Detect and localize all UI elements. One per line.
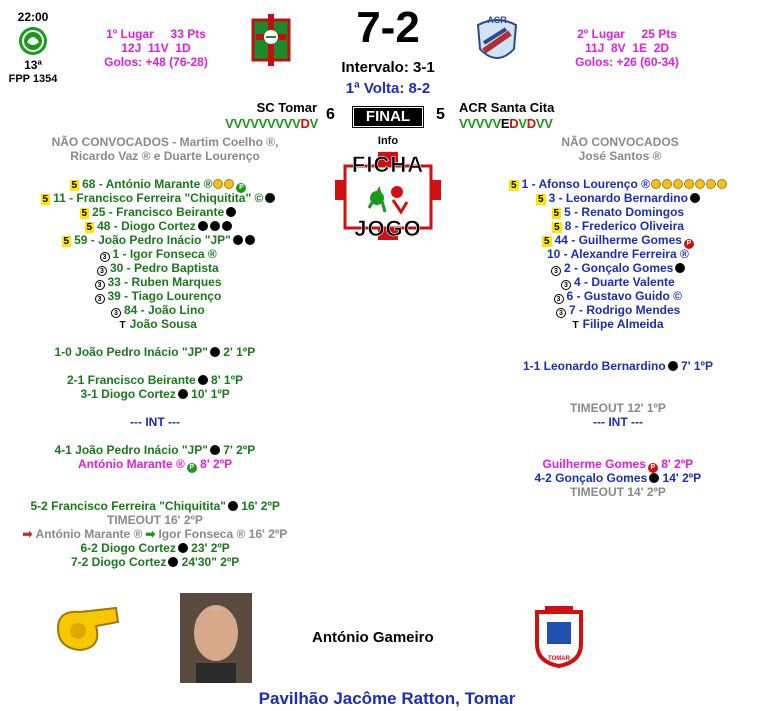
away-form-result: V bbox=[475, 116, 485, 131]
event-text: 5-2 Francisco Ferreira "Chiquitita" bbox=[30, 499, 226, 513]
away-form-result: V bbox=[518, 116, 527, 131]
sub-out-icon: ➡ bbox=[22, 527, 33, 541]
foul-card-icon: P bbox=[648, 463, 658, 473]
home-event-timeout bbox=[107, 513, 203, 527]
home-player-row[interactable] bbox=[85, 219, 232, 233]
yellow-dot-icon bbox=[717, 179, 727, 189]
away-player-row[interactable] bbox=[547, 247, 689, 261]
home-player-name: 33 - Ruben Marques bbox=[107, 275, 222, 289]
home-standing-line1: 1º Lugar 33 Pts bbox=[106, 27, 206, 41]
away-not-called-names: José Santos ® bbox=[578, 149, 662, 163]
home-event-goal bbox=[55, 345, 256, 359]
city-crest bbox=[533, 604, 585, 668]
home-form-result: V bbox=[225, 116, 234, 131]
home-player-row[interactable] bbox=[80, 205, 237, 219]
goal-ball-icon bbox=[226, 207, 236, 217]
home-player-row[interactable] bbox=[95, 275, 222, 290]
event-time: 2' 1ºP bbox=[219, 345, 256, 359]
home-player-row[interactable] bbox=[100, 247, 217, 262]
home-form-result: V bbox=[250, 116, 259, 131]
home-not-called-title: NÃO CONVOCADOS - Martim Coelho ®, bbox=[51, 135, 279, 149]
home-standing-line2: 12J 11V 1D bbox=[121, 41, 191, 55]
away-event-timeout bbox=[570, 401, 666, 415]
away-player-row[interactable] bbox=[552, 205, 685, 219]
away-player-name: 10 - Alexandre Ferreira ® bbox=[547, 247, 689, 261]
starter-badge: 5 bbox=[42, 194, 49, 205]
home-event-goal bbox=[81, 541, 230, 555]
home-team-crest[interactable] bbox=[250, 12, 292, 68]
starter-badge: 5 bbox=[86, 222, 93, 233]
substitute-icon: 3 bbox=[95, 280, 105, 290]
event-time: 16' 2ºP bbox=[237, 499, 280, 513]
event-time: 8' 2ºP bbox=[657, 457, 694, 471]
substitute-icon: 3 bbox=[97, 266, 107, 276]
away-form-result: V bbox=[492, 116, 501, 131]
home-event-goal bbox=[81, 387, 230, 401]
goal-ball-icon bbox=[649, 473, 659, 483]
home-player-row[interactable] bbox=[111, 303, 205, 318]
match-status: FINAL bbox=[353, 107, 423, 127]
home-form-result: V bbox=[283, 116, 293, 131]
event-time: 8' 1ºP bbox=[207, 373, 243, 387]
substitute-icon: 3 bbox=[554, 294, 564, 304]
referee-photo bbox=[180, 593, 252, 683]
substitute-icon: 3 bbox=[551, 266, 561, 276]
away-standing-line2: 11J 8V 1E 2D bbox=[584, 41, 670, 55]
halftime-score: Intervalo: 3-1 bbox=[341, 59, 435, 76]
substitute-icon: 3 bbox=[100, 252, 110, 262]
event-text: --- INT --- bbox=[130, 415, 180, 429]
goal-ball-icon bbox=[198, 221, 208, 231]
referee-name: António Gameiro bbox=[312, 629, 434, 646]
yellow-dot-icon bbox=[673, 179, 683, 189]
yellow-dot-icon bbox=[224, 179, 234, 189]
home-player-row[interactable] bbox=[41, 191, 276, 205]
event-time: 14' 2ºP bbox=[659, 471, 702, 485]
home-standing-line3: Golos: +48 (76-28) bbox=[104, 55, 208, 69]
event-text: 2-1 Francisco Beirante bbox=[67, 373, 196, 387]
event-text: TIMEOUT 16' 2ºP bbox=[107, 513, 203, 527]
green-card-icon: P bbox=[236, 183, 246, 193]
event-text: António Marante ® bbox=[35, 527, 143, 541]
away-not-called bbox=[540, 135, 700, 163]
red-card-icon: P bbox=[684, 239, 694, 249]
goal-ball-icon bbox=[265, 193, 275, 203]
home-form-result: V bbox=[267, 116, 276, 131]
away-form-result: D bbox=[509, 116, 519, 131]
home-event-goal bbox=[67, 373, 243, 387]
event-time: 24'30" 2ºP bbox=[178, 555, 240, 569]
away-player-row[interactable] bbox=[554, 289, 683, 304]
away-team-name[interactable]: ACR Santa Cita bbox=[459, 100, 555, 115]
event-text: TIMEOUT 12' 1ºP bbox=[570, 401, 666, 415]
event-text: --- INT --- bbox=[593, 415, 643, 429]
goal-ball-icon bbox=[668, 361, 678, 371]
home-form-result: V bbox=[275, 116, 284, 131]
competition-logo bbox=[18, 26, 48, 56]
substitute-icon: 3 bbox=[95, 294, 105, 304]
starter-badge: 5 bbox=[63, 236, 70, 247]
home-player-row[interactable] bbox=[62, 233, 255, 247]
home-player-name: 11 - Francisco Ferreira "Chiquitita" © bbox=[53, 191, 264, 205]
yellow-dot-icon bbox=[662, 179, 672, 189]
whistle-icon bbox=[52, 604, 122, 656]
sub-in-icon: ➡ bbox=[145, 527, 156, 541]
yellow-dot-icon bbox=[213, 179, 223, 189]
home-form bbox=[188, 116, 318, 131]
event-text: 4-1 João Pedro Inácio "JP" bbox=[54, 443, 208, 457]
ficha-logo-line1: FICHA bbox=[351, 152, 425, 177]
coach-icon: T bbox=[572, 320, 579, 331]
home-goals: 6 bbox=[326, 106, 335, 123]
away-form-result: V bbox=[535, 116, 545, 131]
starter-badge: 5 bbox=[553, 208, 560, 219]
away-player-name: 6 - Gustavo Guido © bbox=[566, 289, 683, 303]
svg-text:TOMAR: TOMAR bbox=[548, 656, 570, 662]
final-score: 7-2 bbox=[356, 3, 420, 52]
home-player-name: João Sousa bbox=[129, 317, 197, 331]
goal-ball-icon bbox=[222, 221, 232, 231]
away-player-name: 5 - Renato Domingos bbox=[564, 205, 685, 219]
substitute-icon: 3 bbox=[556, 308, 566, 318]
event-time: 10' 1ºP bbox=[187, 387, 230, 401]
event-text: 3-1 Diogo Cortez bbox=[80, 387, 176, 401]
home-form-result: V bbox=[309, 116, 318, 131]
away-event-int bbox=[593, 415, 643, 429]
away-goals: 5 bbox=[436, 106, 445, 123]
yellow-dot-icon bbox=[684, 179, 694, 189]
away-player-row[interactable] bbox=[551, 261, 685, 276]
goal-ball-icon bbox=[178, 543, 188, 553]
goal-ball-icon bbox=[198, 375, 208, 385]
starter-badge: 5 bbox=[544, 236, 550, 247]
away-form-result: V bbox=[467, 116, 476, 131]
away-event-timeout bbox=[570, 485, 666, 499]
event-time: 7' 1ºP bbox=[677, 359, 713, 373]
away-player-row[interactable] bbox=[552, 219, 684, 233]
event-time: 7' 2ºP bbox=[219, 443, 256, 457]
coach-icon: T bbox=[119, 320, 126, 331]
away-standing-line1: 2º Lugar 25 Pts bbox=[577, 27, 677, 41]
ficha-logo-line2: JOGO bbox=[354, 216, 422, 241]
event-text: TIMEOUT 14' 2ºP bbox=[570, 485, 666, 499]
away-player-name: 3 - Leonardo Bernardino bbox=[548, 191, 688, 205]
league-position: 13ª bbox=[24, 58, 42, 72]
event-time: 23' 2ºP bbox=[187, 541, 230, 555]
home-player-name: 84 - João Lino bbox=[124, 303, 205, 317]
match-time: 22:00 bbox=[17, 10, 49, 24]
home-player-name: 59 - João Pedro Inácio "JP" bbox=[74, 233, 231, 247]
away-player-row[interactable] bbox=[556, 303, 680, 318]
event-text: 1-1 Leonardo Bernardino bbox=[523, 359, 666, 373]
starter-badge: 5 bbox=[554, 222, 560, 233]
yellow-dot-icon bbox=[706, 179, 716, 189]
away-player-name: 8 - Frederico Oliveira bbox=[564, 219, 684, 233]
event-text: 6-2 Diogo Cortez bbox=[80, 541, 176, 555]
home-event-foul bbox=[78, 457, 232, 473]
home-event-goal bbox=[55, 443, 256, 457]
away-player-row[interactable] bbox=[561, 275, 675, 290]
home-team-name[interactable]: SC Tomar bbox=[256, 100, 317, 115]
away-standing bbox=[562, 27, 692, 69]
goal-ball-icon bbox=[210, 445, 220, 455]
event-text: António Marante ® bbox=[78, 457, 185, 471]
venue: Pavilhão Jacôme Ratton, Tomar bbox=[258, 689, 516, 708]
yellow-dot-icon bbox=[695, 179, 705, 189]
goal-ball-icon bbox=[228, 501, 238, 511]
goal-ball-icon bbox=[675, 263, 685, 273]
substitute-icon: 3 bbox=[561, 280, 571, 290]
away-player-name: 44 - Guilherme Gomes bbox=[554, 233, 682, 247]
goal-ball-icon bbox=[233, 235, 243, 245]
home-event-goal bbox=[31, 499, 280, 513]
away-player-name: 4 - Duarte Valente bbox=[574, 275, 675, 289]
away-player-name: 2 - Gonçalo Gomes bbox=[564, 261, 674, 275]
away-player-name: 7 - Rodrigo Mendes bbox=[569, 303, 681, 317]
away-player-name: Filipe Almeida bbox=[582, 317, 664, 331]
event-text: 7-2 Diogo Cortez bbox=[71, 555, 167, 569]
goal-ball-icon bbox=[690, 193, 700, 203]
ficha-jogo-logo[interactable] bbox=[335, 150, 441, 242]
away-form-result: D bbox=[526, 116, 536, 131]
event-time: 16' 2ºP bbox=[245, 527, 288, 541]
away-event-goal bbox=[535, 471, 702, 485]
home-not-called-names: Ricardo Vaz ® e Duarte Lourenço bbox=[70, 149, 260, 163]
away-form bbox=[459, 116, 553, 131]
home-form-result: D bbox=[300, 116, 310, 131]
starter-badge: 5 bbox=[538, 194, 544, 205]
home-form-result: V bbox=[233, 116, 242, 131]
home-event-int bbox=[130, 415, 180, 429]
home-player-name: 1 - Igor Fonseca ® bbox=[112, 247, 217, 261]
away-team-crest[interactable] bbox=[474, 15, 520, 69]
away-crest-text: ACR bbox=[487, 15, 507, 25]
event-text: 4-2 Gonçalo Gomes bbox=[534, 471, 648, 485]
away-player-row[interactable] bbox=[536, 191, 700, 205]
away-not-called-title: NÃO CONVOCADOS bbox=[561, 135, 679, 149]
away-player-name: 1 - Afonso Lourenço ® bbox=[521, 177, 650, 191]
away-form-result: V bbox=[484, 116, 493, 131]
event-text: 1-0 João Pedro Inácio "JP" bbox=[54, 345, 208, 359]
first-leg-score: 1ª Volta: 8-2 bbox=[345, 80, 431, 97]
foul-card-icon: P bbox=[187, 463, 197, 473]
home-not-called bbox=[40, 135, 290, 163]
starter-badge: 5 bbox=[71, 180, 78, 191]
event-time: 8' 2ºP bbox=[196, 457, 233, 471]
home-event-sub bbox=[23, 527, 288, 541]
away-player-row[interactable] bbox=[573, 317, 664, 333]
home-player-row[interactable] bbox=[120, 317, 197, 333]
away-form-result: V bbox=[459, 116, 468, 131]
goal-ball-icon bbox=[178, 389, 188, 399]
home-player-name: 48 - Diogo Cortez bbox=[97, 219, 196, 233]
starter-badge: 5 bbox=[511, 180, 517, 191]
fpp-number: FPP 1354 bbox=[8, 73, 58, 85]
goal-ball-icon bbox=[210, 221, 220, 231]
home-player-name: 68 - António Marante ® bbox=[82, 177, 213, 191]
home-form-result: V bbox=[292, 116, 301, 131]
event-text: Guilherme Gomes bbox=[542, 457, 646, 471]
away-standing-line3: Golos: +26 (60-34) bbox=[575, 55, 679, 69]
home-player-name: 25 - Francisco Beirante bbox=[92, 205, 225, 219]
home-standing bbox=[92, 27, 220, 69]
goal-ball-icon bbox=[168, 557, 178, 567]
substitute-icon: 3 bbox=[111, 308, 121, 318]
home-event-goal bbox=[71, 555, 239, 569]
starter-badge: 5 bbox=[81, 208, 88, 219]
home-player-name: 30 - Pedro Baptista bbox=[110, 261, 219, 275]
away-event-goal bbox=[523, 359, 713, 373]
goal-ball-icon bbox=[245, 235, 255, 245]
away-form-result: V bbox=[544, 116, 553, 131]
home-form-result: V bbox=[241, 116, 251, 131]
info-link[interactable]: Info bbox=[377, 135, 399, 147]
yellow-dot-icon bbox=[651, 179, 661, 189]
home-player-name: 39 - Tiago Lourenço bbox=[107, 289, 222, 303]
away-player-row[interactable] bbox=[509, 177, 727, 191]
home-form-result: V bbox=[258, 116, 268, 131]
goal-ball-icon bbox=[210, 347, 220, 357]
event-text-in: Igor Fonseca ® bbox=[158, 527, 246, 541]
away-form-result: E bbox=[500, 116, 510, 131]
home-player-row[interactable] bbox=[95, 289, 222, 304]
home-player-row[interactable] bbox=[97, 261, 219, 276]
